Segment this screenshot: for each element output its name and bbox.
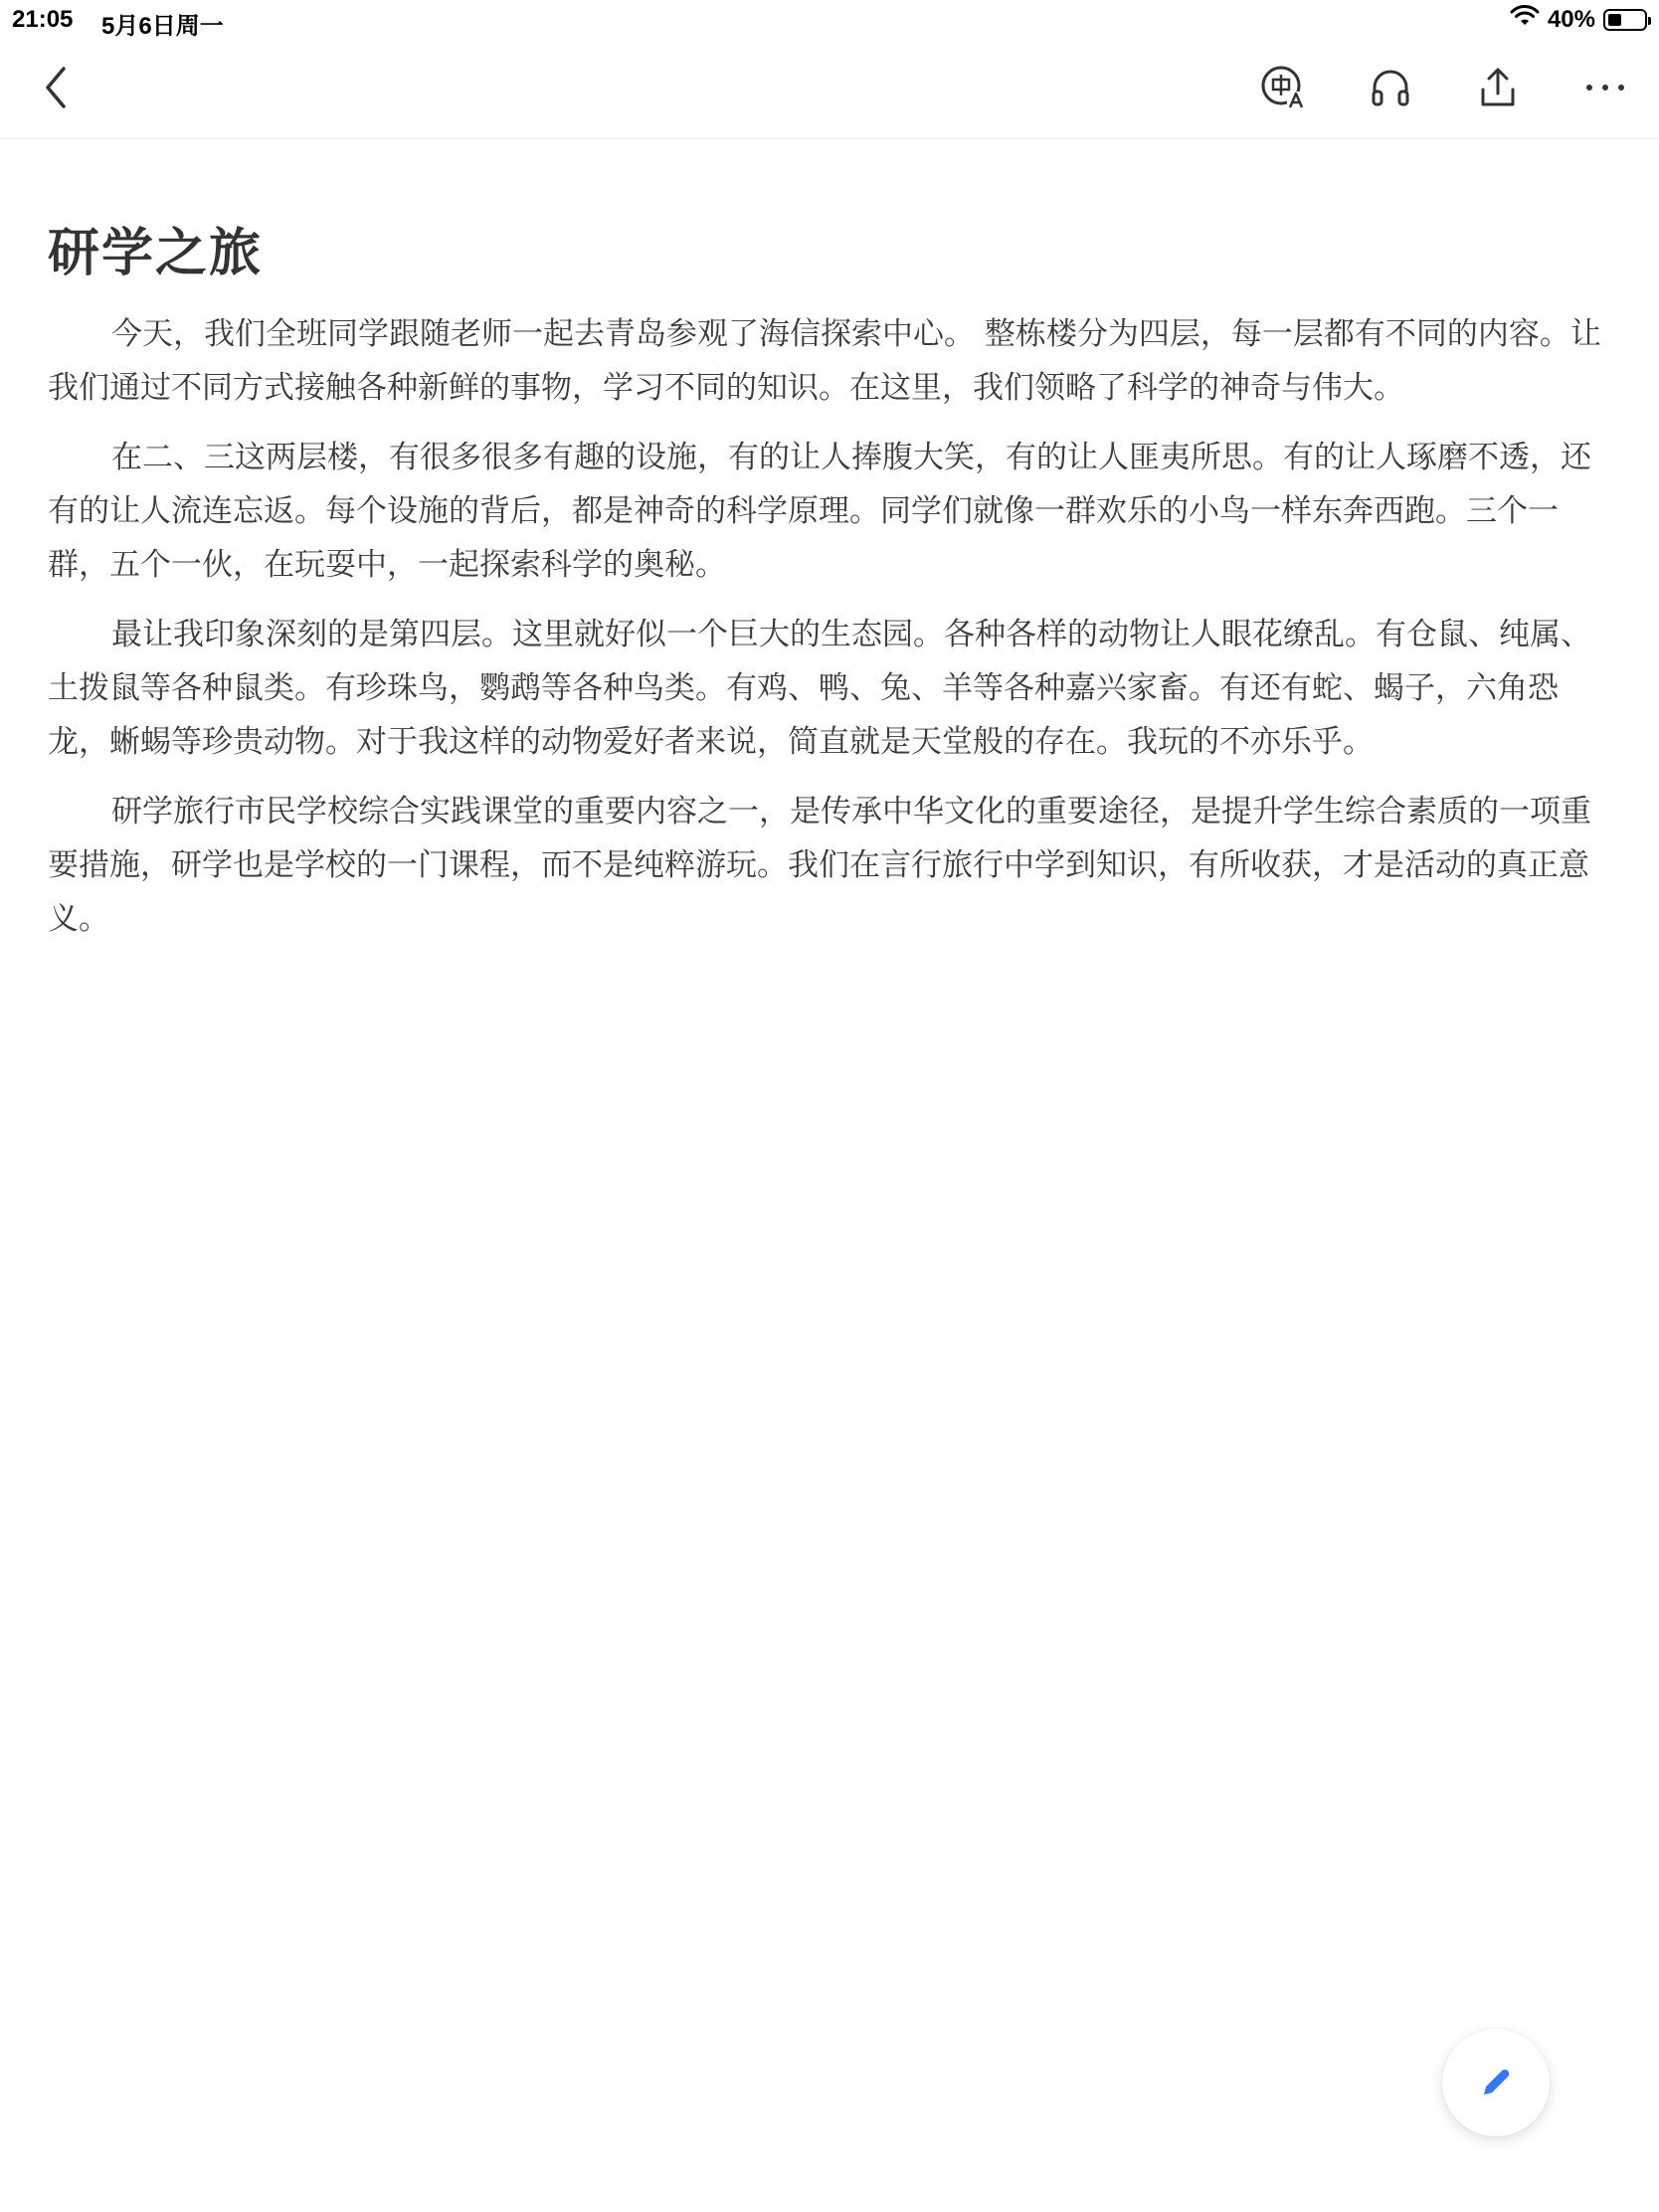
document-title: 研学之旅 bbox=[48, 224, 264, 283]
headphones-icon bbox=[1369, 66, 1412, 109]
more-button[interactable] bbox=[1552, 58, 1659, 117]
document-paragraph: 今天，我们全班同学跟随老师一起去青岛参观了海信探索中心。 整栋楼分为四层，每一层都有不同的内容。让我们通过不同方式接触各种新鲜的事物，学习不同的知识。在这里，我们领略了科学的神奇与伟大。 bbox=[48, 316, 1601, 406]
battery-icon bbox=[1603, 9, 1647, 31]
back-chevron-icon bbox=[42, 65, 70, 110]
pencil-icon bbox=[1476, 2063, 1516, 2103]
toolbar-actions bbox=[1229, 58, 1659, 117]
status-indicators bbox=[1510, 4, 1647, 35]
document-paragraph: 在二、三这两层楼，有很多很多有趣的设施，有的让人捧腹大笑，有的让人匪夷所思。有的让人琢磨不透，还有的让人流连忘返。每个设施的背后，都是神奇的科学原理。同学们就像一群欢乐的小鸟一样东奔西跑。三个一群，五个一伙，在玩耍中，一起探索科学的奥秘。 bbox=[48, 440, 1591, 583]
document-paragraph: 研学旅行市民学校综合实践课堂的重要内容之一，是传承中华文化的重要途径，是提升学生综合素质的一项重要措施，研学也是学校的一门课程，而不是纯粹游玩。我们在言行旅行中学到知识，有所收获，才是活动的真正意义。 bbox=[48, 794, 1591, 937]
status-date: 5月6日周一 bbox=[101, 13, 224, 40]
back-button[interactable] bbox=[28, 60, 84, 115]
battery-fill bbox=[1608, 14, 1621, 26]
wifi-icon bbox=[1510, 4, 1540, 35]
translate-button[interactable] bbox=[1229, 58, 1337, 117]
status-time: 21:05 bbox=[12, 6, 74, 33]
battery-percent: 40% bbox=[1547, 5, 1595, 33]
status-bar bbox=[0, 0, 1659, 40]
edit-button[interactable] bbox=[1442, 2029, 1550, 2136]
more-icon bbox=[1583, 82, 1627, 93]
listen-button[interactable] bbox=[1337, 58, 1444, 117]
document-paragraph: 最让我印象深刻的是第四层。这里就好似一个巨大的生态园。各种各样的动物让人眼花缭乱。有仓鼠、纯属、土拨鼠等各种鼠类。有珍珠鸟，鹦鹉等各种鸟类。有鸡、鸭、兔、羊等各种嘉兴家畜。有还有蛇、蝎子，六角恐龙，蜥蜴等珍贵动物。对于我这样的动物爱好者来说，简直就是天堂般的存在。我玩的不亦乐乎。 bbox=[48, 617, 1591, 760]
share-button[interactable] bbox=[1444, 58, 1552, 117]
translate-icon bbox=[1259, 64, 1307, 111]
share-icon bbox=[1476, 66, 1520, 109]
navigation-bar bbox=[0, 40, 1659, 139]
document-body bbox=[48, 199, 1611, 962]
